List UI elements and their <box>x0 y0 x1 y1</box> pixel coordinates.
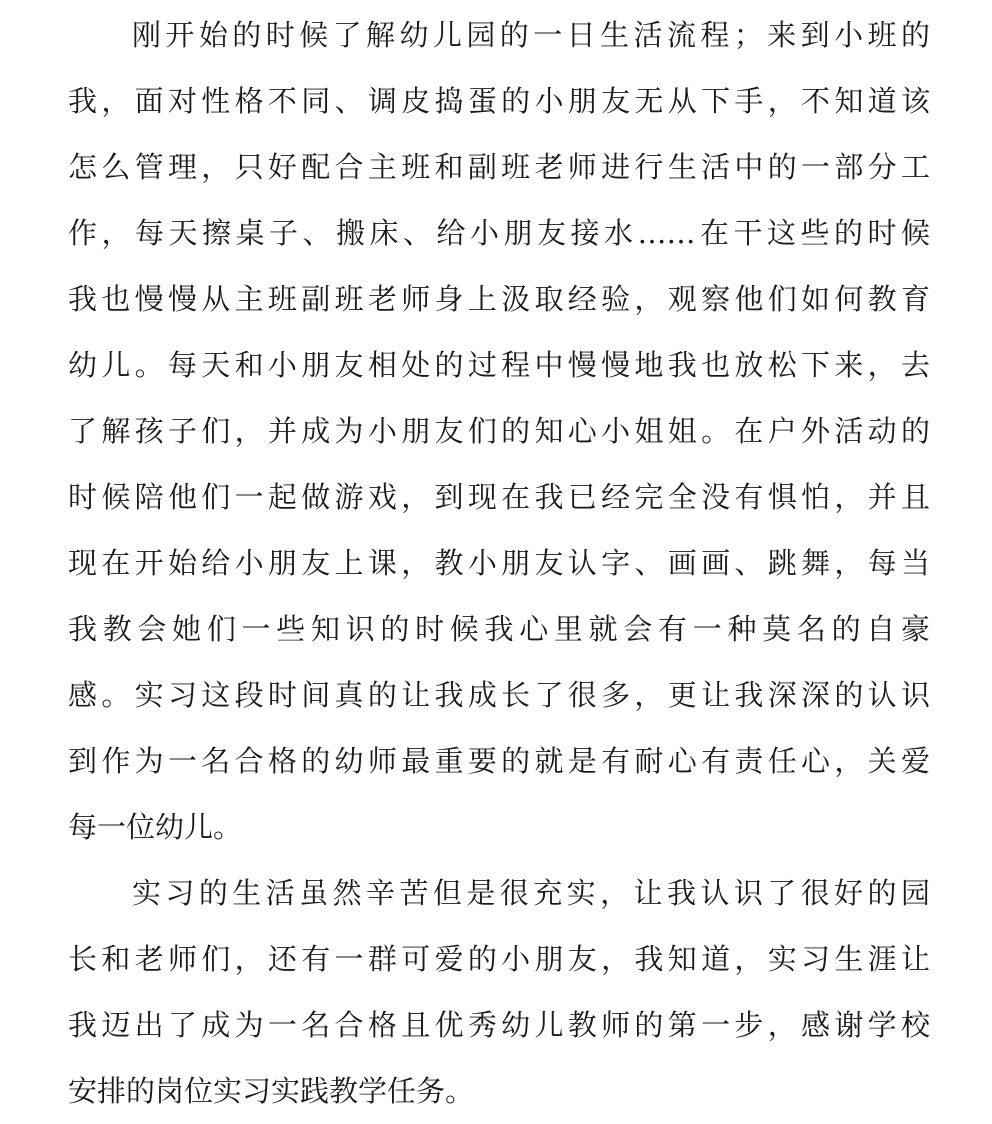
text-line: 每一位幼儿。 <box>68 810 243 844</box>
text-line: 我也慢慢从主班副班老师身上汲取经验，观察他们如何教育 <box>68 282 930 316</box>
text-line: 作，每天擦桌子、搬床、给小朋友接水……在干这些的时候 <box>68 216 930 250</box>
text-line: 安排的岗位实习实践教学任务。 <box>68 1074 475 1108</box>
text-line: 实习的生活虽然辛苦但是很充实，让我认识了很好的园 <box>132 876 930 910</box>
paragraph-1 <box>68 2 930 860</box>
text-line: 现在开始给小朋友上课，教小朋友认字、画画、跳舞，每当 <box>68 546 930 580</box>
text-line: 刚开始的时候了解幼儿园的一日生活流程；来到小班的 <box>132 18 930 52</box>
text-line: 了解孩子们，并成为小朋友们的知心小姐姐。在户外活动的 <box>68 414 930 448</box>
paragraph-2 <box>68 860 930 1124</box>
text-line: 感。实习这段时间真的让我成长了很多，更让我深深的认识 <box>68 678 930 712</box>
text-line: 长和老师们，还有一群可爱的小朋友，我知道，实习生涯让 <box>68 942 930 976</box>
text-line: 时候陪他们一起做游戏，到现在我已经完全没有惧怕，并且 <box>68 480 930 514</box>
text-line: 怎么管理，只好配合主班和副班老师进行生活中的一部分工 <box>68 150 930 184</box>
document-body <box>68 2 930 1124</box>
text-line: 幼儿。每天和小朋友相处的过程中慢慢地我也放松下来，去 <box>68 348 930 382</box>
text-line: 我迈出了成为一名合格且优秀幼儿教师的第一步，感谢学校 <box>68 1008 930 1042</box>
text-line: 我，面对性格不同、调皮捣蛋的小朋友无从下手，不知道该 <box>68 84 930 118</box>
text-line: 我教会她们一些知识的时候我心里就会有一种莫名的自豪 <box>68 612 930 646</box>
text-line: 到作为一名合格的幼师最重要的就是有耐心有责任心，关爱 <box>68 744 930 778</box>
